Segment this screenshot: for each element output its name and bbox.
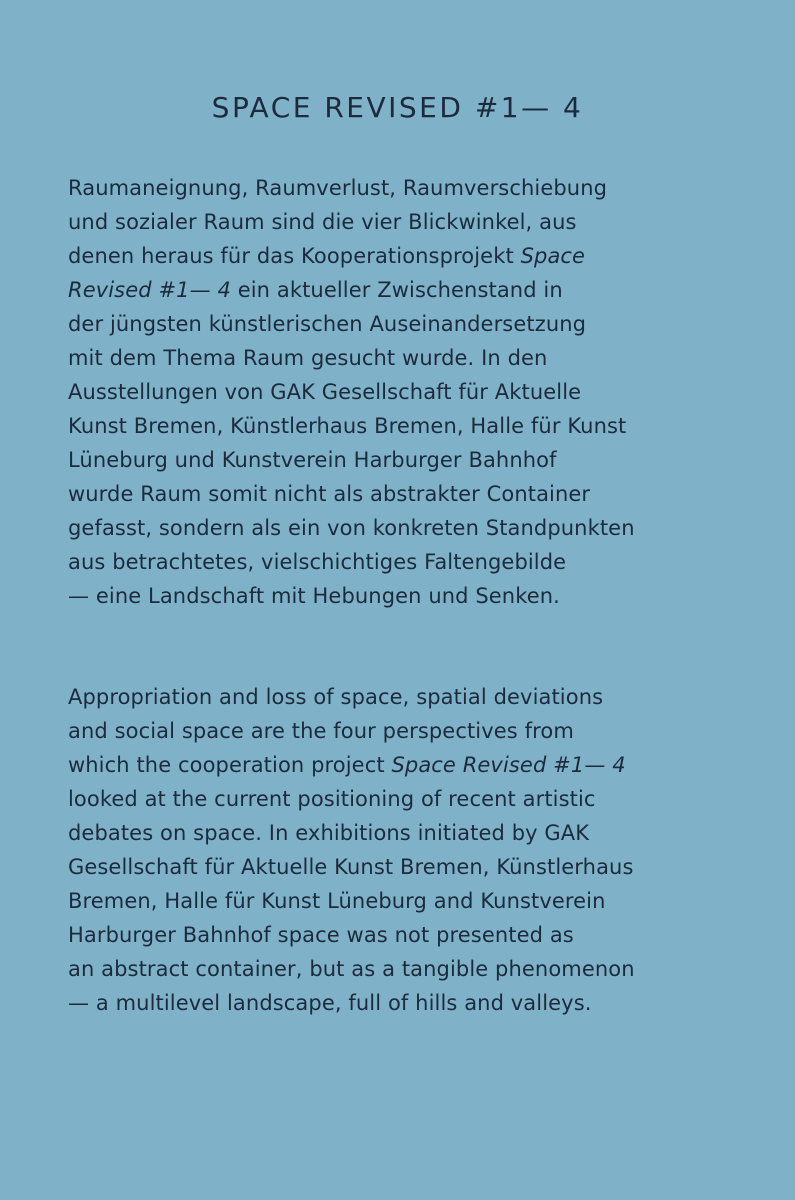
text-line: [68, 273, 758, 307]
text-line: wurde Raum somit nicht als abstrakter Container: [68, 482, 591, 506]
text-line: Raumaneignung, Raumverlust, Raumverschiebung: [68, 176, 608, 200]
text-line: aus betrachtetes, vielschichtiges Faltengebilde: [68, 550, 567, 574]
italic-title: Space Revised #1— 4: [391, 753, 626, 777]
text-line: und sozialer Raum sind die vier Blickwinkel, aus: [68, 210, 577, 234]
text-line: [68, 239, 758, 273]
text-segment: denen heraus für das Kooperationsprojekt: [68, 244, 521, 268]
italic-title-part: Space: [520, 244, 586, 268]
text-segment: ein aktueller Zwischenstand in: [230, 278, 563, 302]
page-title: SPACE REVISED #1— 4: [211, 91, 584, 124]
text-line: — a multilevel landscape, full of hills and valleys.: [68, 991, 592, 1015]
text-line: Harburger Bahnhof space was not presented as: [68, 923, 574, 947]
text-line: [68, 748, 758, 782]
text-line: Lüneburg und Kunstverein Harburger Bahnhof: [68, 448, 557, 472]
text-line: Appropriation and loss of space, spatial deviations: [68, 685, 604, 709]
italic-title-part: Revised #1— 4: [68, 278, 231, 302]
text-line: — eine Landschaft mit Hebungen und Senken.: [68, 584, 560, 608]
text-segment: which the cooperation project: [68, 753, 392, 777]
text-line: an abstract container, but as a tangible phenomenon: [68, 957, 635, 981]
text-line: der jüngsten künstlerischen Auseinandersetzung: [68, 312, 587, 336]
text-line: looked at the current positioning of recent artistic: [68, 787, 596, 811]
text-line: and social space are the four perspectives from: [68, 719, 574, 743]
text-line: Bremen, Halle für Kunst Lüneburg and Kunstverein: [68, 889, 606, 913]
english-paragraph: [68, 680, 758, 1020]
text-line: gefasst, sondern als ein von konkreten Standpunkten: [68, 516, 635, 540]
text-line: Gesellschaft für Aktuelle Kunst Bremen, Künstlerhaus: [68, 855, 634, 879]
german-paragraph: [68, 171, 758, 613]
text-line: Ausstellungen von GAK Gesellschaft für Aktuelle: [68, 380, 582, 404]
text-line: debates on space. In exhibitions initiated by GAK: [68, 821, 590, 845]
text-line: mit dem Thema Raum gesucht wurde. In den: [68, 346, 548, 370]
text-line: Kunst Bremen, Künstlerhaus Bremen, Halle für Kunst: [68, 414, 627, 438]
